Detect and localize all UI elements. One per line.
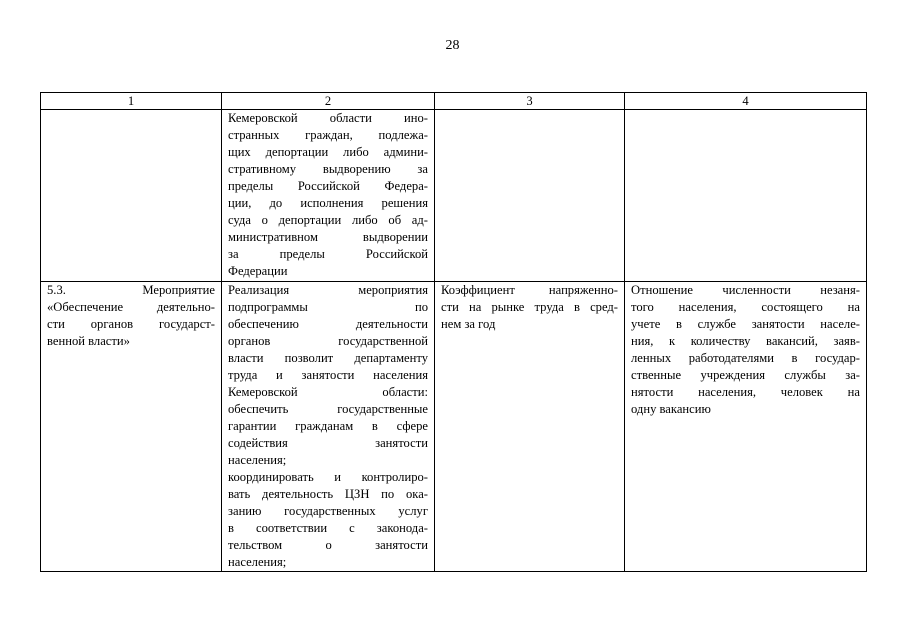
cell-text-line: Отношение численности незаня-: [631, 283, 860, 297]
column-header-2: 2: [222, 93, 435, 110]
table-cell: [41, 110, 222, 282]
cell-text-line: стративному выдворению за: [228, 162, 428, 176]
cell-text-line: суда о депортации либо об ад-: [228, 213, 428, 227]
cell-text-line: обеспечить государственные: [228, 402, 428, 416]
cell-text-line: 5.3. Мероприятие: [47, 283, 215, 297]
cell-text-line: ния, к количеству вакансий, заяв-: [631, 334, 860, 348]
cell-text-line: органов государственной: [228, 334, 428, 348]
cell-text-line: щих депортации либо админи-: [228, 145, 428, 159]
column-header-1: 1: [41, 93, 222, 110]
cell-text-line: содействия занятости: [228, 436, 428, 450]
cell-text-line: власти позволит департаменту: [228, 351, 428, 365]
cell-text-line: подпрограммы по: [228, 300, 428, 314]
column-header-3: 3: [435, 93, 625, 110]
cell-text-line: труда и занятости населения: [228, 368, 428, 382]
cell-text-line: странных граждан, подлежа-: [228, 128, 428, 142]
cell-text-line: Коэффициент напряженно-: [441, 283, 618, 297]
cell-text-line: ленных работодателями в государ-: [631, 351, 860, 365]
cell-text-line: вать деятельность ЦЗН по ока-: [228, 487, 428, 501]
table-cell: [222, 110, 435, 282]
cell-text-line: населения;: [228, 453, 287, 467]
table-cell: [435, 282, 625, 572]
cell-text-line: пределы Российской Федера-: [228, 179, 428, 193]
table-cell: [41, 282, 222, 572]
table-header-row: [41, 93, 867, 110]
cell-text-line: Реализация мероприятия: [228, 283, 428, 297]
cell-text-line: ции, до исполнения решения: [228, 196, 428, 210]
cell-text-line: координировать и контролиро-: [228, 470, 428, 484]
table-cell: [435, 110, 625, 282]
cell-text-line: сти органов государст-: [47, 317, 215, 331]
cell-text-line: за пределы Российской: [228, 247, 428, 261]
cell-text-line: «Обеспечение деятельно-: [47, 300, 215, 314]
cell-text-line: того населения, состоящего на: [631, 300, 860, 314]
document-table: [40, 92, 867, 572]
cell-text-line: ственные учреждения службы за-: [631, 368, 860, 382]
cell-text-line: сти на рынке труда в сред-: [441, 300, 618, 314]
cell-text-line: Кемеровской области ино-: [228, 111, 428, 125]
cell-text-line: нятости населения, человек на: [631, 385, 860, 399]
cell-text-line: Федерации: [228, 264, 288, 278]
table-row: [41, 110, 867, 282]
table-cell: [222, 282, 435, 572]
cell-text-line: одну вакансию: [631, 402, 711, 416]
table-row: [41, 282, 867, 572]
cell-text-line: нем за год: [441, 317, 496, 331]
cell-text-line: Кемеровской области:: [228, 385, 428, 399]
cell-text-line: в соответствии с законода-: [228, 521, 428, 535]
page-number: 28: [445, 38, 460, 53]
table-cell: [625, 110, 867, 282]
column-header-4: 4: [625, 93, 867, 110]
cell-text-line: населения;: [228, 555, 287, 569]
cell-text-line: министративном выдворении: [228, 230, 428, 244]
cell-text-line: учете в службе занятости населе-: [631, 317, 860, 331]
cell-text-line: занию государственных услуг: [228, 504, 428, 518]
table-cell: [625, 282, 867, 572]
cell-text-line: гарантии гражданам в сфере: [228, 419, 428, 433]
cell-text-line: тельством о занятости: [228, 538, 428, 552]
cell-text-line: обеспечению деятельности: [228, 317, 428, 331]
cell-text-line: венной власти»: [47, 334, 130, 348]
